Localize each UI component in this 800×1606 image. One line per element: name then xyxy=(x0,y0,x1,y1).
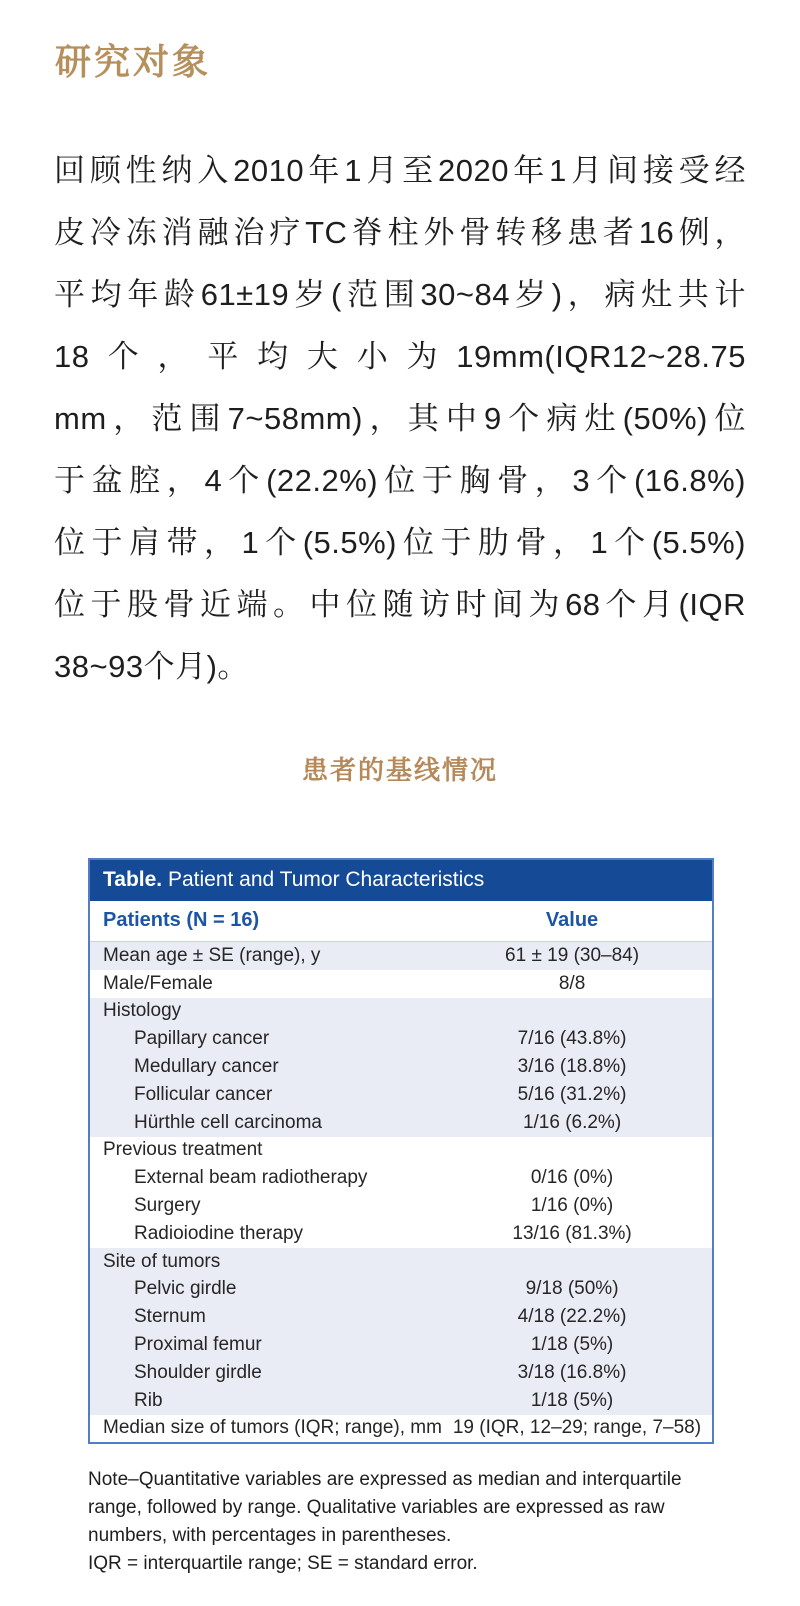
table-row xyxy=(90,1081,712,1109)
table-row xyxy=(90,1053,712,1081)
footnote-abbreviations: IQR = interquartile range; SE = standard error. xyxy=(88,1553,478,1574)
study-paragraph xyxy=(54,140,746,698)
row-label: Hürthle cell carcinoma xyxy=(134,1111,322,1133)
paragraph-line: 38~93个月)。 xyxy=(54,649,249,684)
patient-characteristics-table xyxy=(88,858,714,1444)
footnote-note: Note–Quantitative variables are expressed as median and interquartile range, followed by range. Qualitative variables are expressed as raw numbers, with percentages in parentheses. xyxy=(88,1469,682,1546)
table-row xyxy=(90,970,712,998)
column-header-patients: Patients (N = 16) xyxy=(103,909,260,931)
table-row xyxy=(90,1109,712,1137)
table-row xyxy=(90,998,712,1026)
row-label: Medullary cancer xyxy=(134,1056,279,1078)
table-row xyxy=(90,1387,712,1415)
row-label: Rib xyxy=(134,1389,163,1411)
table-row xyxy=(90,1415,712,1443)
table-title-text: Patient and Tumor Characteristics xyxy=(162,868,485,891)
row-label: Surgery xyxy=(134,1195,201,1217)
row-label: Sternum xyxy=(134,1306,206,1328)
row-value: 7/16 (43.8%) xyxy=(517,1028,627,1050)
row-label: External beam radiotherapy xyxy=(134,1167,368,1189)
table-row xyxy=(90,1164,712,1192)
row-label: Proximal femur xyxy=(134,1334,262,1356)
row-value: 8/8 xyxy=(558,972,586,994)
table-row xyxy=(90,1137,712,1165)
paragraph-line: 皮冷冻消融治疗TC脊柱外骨转移患者16例， xyxy=(54,215,746,250)
table-body xyxy=(90,942,712,1442)
row-value: 3/16 (18.8%) xyxy=(517,1056,627,1078)
section-heading: 研究对象 xyxy=(55,41,212,83)
row-label: Papillary cancer xyxy=(134,1028,270,1050)
paragraph-line: mm，范围7~58mm)，其中9个病灶(50%)位 xyxy=(54,401,746,436)
row-label: Previous treatment xyxy=(103,1139,263,1161)
row-label: Median size of tumors (IQR; range), mm xyxy=(103,1417,442,1439)
row-label: Pelvic girdle xyxy=(134,1278,237,1300)
row-label: Site of tumors xyxy=(103,1250,221,1272)
paragraph-line: 位于股骨近端。中位随访时间为68个月(IQR xyxy=(54,587,746,622)
row-value: 9/18 (50%) xyxy=(525,1278,619,1300)
row-value: 0/16 (0%) xyxy=(530,1167,614,1189)
table-row xyxy=(90,1248,712,1276)
paragraph-line: 平均年龄61±19岁(范围30~84岁)，病灶共计 xyxy=(54,277,746,312)
column-header-value: Value xyxy=(545,909,599,931)
row-value: 5/16 (31.2%) xyxy=(517,1083,627,1105)
row-value: 13/16 (81.3%) xyxy=(512,1222,632,1244)
table-caption: 患者的基线情况 xyxy=(301,755,498,785)
row-value: 1/18 (5%) xyxy=(530,1334,614,1356)
paragraph-line: 位于肩带，1个(5.5%)位于肋骨，1个(5.5%) xyxy=(54,525,746,560)
table-row xyxy=(90,1303,712,1331)
row-label: Radioiodine therapy xyxy=(134,1222,304,1244)
row-label: Histology xyxy=(103,1000,182,1022)
row-value: 19 (IQR, 12–29; range, 7–58) xyxy=(452,1417,702,1439)
row-label: Shoulder girdle xyxy=(134,1361,262,1383)
row-label: Male/Female xyxy=(103,972,213,994)
table-row xyxy=(90,1025,712,1053)
table-row xyxy=(90,1331,712,1359)
row-value: 3/18 (16.8%) xyxy=(517,1361,627,1383)
paragraph-line: 18个，平均大小为19mm(IQR12~28.75 xyxy=(54,339,746,374)
row-value: 61 ± 19 (30–84) xyxy=(505,944,640,966)
row-value: 1/18 (5%) xyxy=(530,1389,614,1411)
table-footnote xyxy=(88,1466,720,1578)
table-title-bar xyxy=(90,860,712,901)
row-label: Mean age ± SE (range), y xyxy=(103,944,321,966)
table-row xyxy=(90,1192,712,1220)
row-value: 4/18 (22.2%) xyxy=(517,1306,627,1328)
table-row xyxy=(90,1220,712,1248)
table-row xyxy=(90,942,712,970)
row-label: Follicular cancer xyxy=(134,1083,273,1105)
table-row xyxy=(90,1359,712,1387)
row-value: 1/16 (6.2%) xyxy=(522,1111,622,1133)
table-column-header-row xyxy=(90,901,712,942)
paragraph-line: 回顾性纳入2010年1月至2020年1月间接受经 xyxy=(54,153,746,188)
row-value: 1/16 (0%) xyxy=(530,1195,614,1217)
table-title-label: Table. xyxy=(103,868,163,891)
table-row xyxy=(90,1276,712,1304)
paragraph-line: 于盆腔，4个(22.2%)位于胸骨，3个(16.8%) xyxy=(54,463,746,498)
